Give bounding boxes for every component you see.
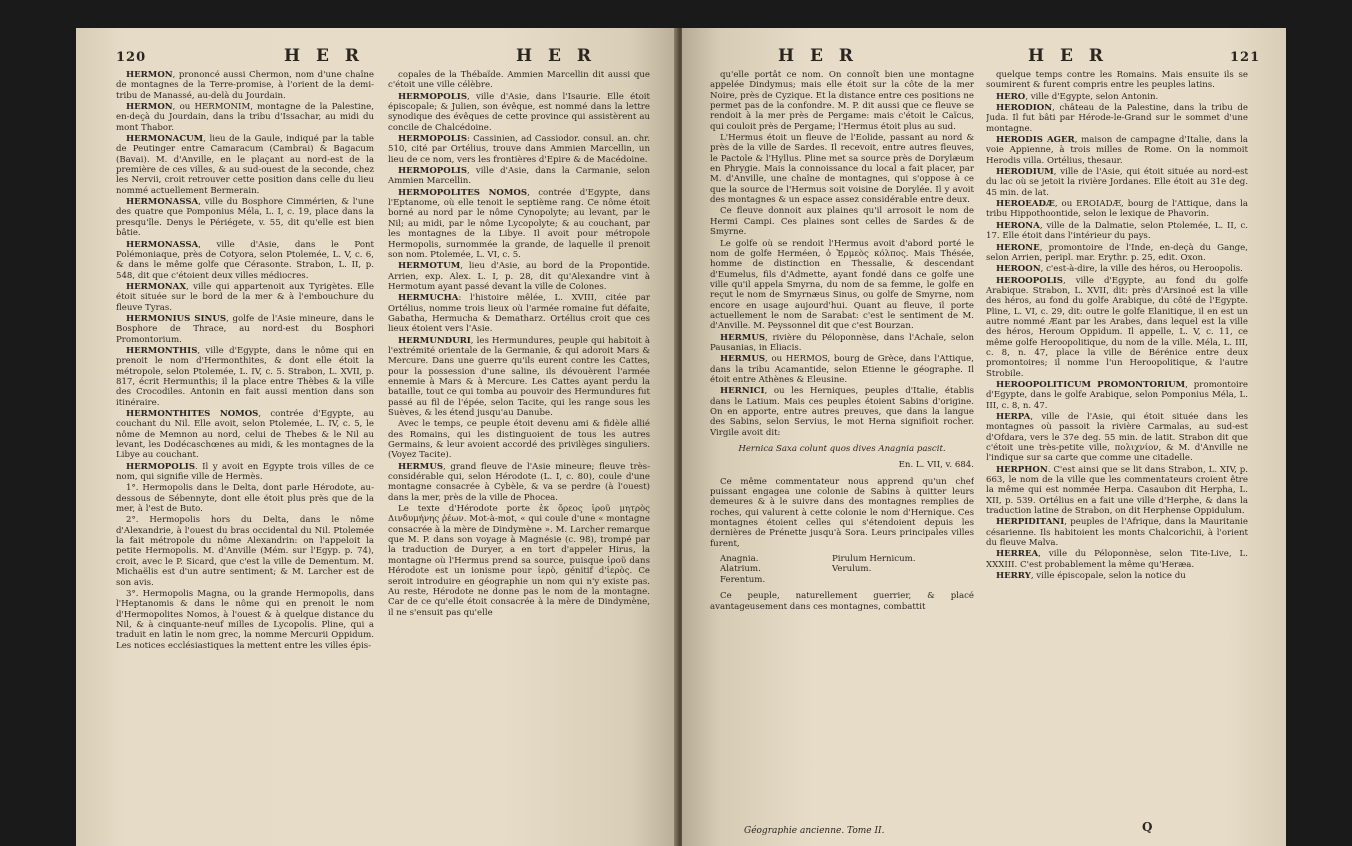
dictionary-entry bbox=[986, 517, 1248, 548]
dictionary-entry bbox=[116, 589, 374, 651]
dictionary-entry bbox=[986, 264, 1248, 274]
entry-headword: HERMONTHIS bbox=[126, 345, 198, 356]
dictionary-entry bbox=[710, 206, 974, 237]
entry-text: Ce même commentateur nous apprend qu'un chef puissant engagea une colonie de Sabins à quitter leurs demeures & à le suivre dans des montagnes remplies de roches, qui valurent à cette colonie le nom d'Hernique. Ces montagnes étoient celles qui s'étendoient depuis les dernières de Prénette jusqu'à Sora. Leurs principales villes furent, bbox=[710, 476, 974, 549]
dictionary-entry bbox=[116, 515, 374, 587]
entry-text: , maison de campagne d'Italie, dans la voie Appienne, à trois milles de Rome. On la nommoit Herodis villa. Ortélius, thesaur. bbox=[986, 135, 1248, 166]
city-name: Ferentum. bbox=[720, 574, 766, 585]
dictionary-entry bbox=[388, 188, 650, 260]
entry-text: , ville de l'Asie, qui étoit située dans les montagnes où passoit la rivière Carmalas, au sud-est d'Ofdara, vers le 37e deg. 55 min. de latit. Strabon dit que c'étoit une très-petite ville, πολιχνίον, & M. d'Anville ne l'indique sur sa carte que comme une citadelle. bbox=[986, 412, 1248, 464]
dictionary-entry bbox=[116, 134, 374, 196]
entry-headword: HERMUCHA bbox=[398, 293, 459, 304]
dictionary-entry bbox=[986, 243, 1248, 264]
entry-text: 3°. Hermopolis Magna, ou la grande Hermopolis, dans l'Heptanomis & dans le nôme qui en prenoit le nom d'Hermopolites Nomos, à l'ouest & à quelque distance du Nil, & à cinquante-neuf milles de Lycopolis. Pline, qui a traduit en latin le nom grec, la nomme Mercurii Oppidum. Les notices ecclésiastiques la mettent entre les villes épis- bbox=[116, 588, 374, 651]
left-column-1 bbox=[116, 70, 374, 846]
dictionary-entry bbox=[116, 409, 374, 461]
entry-text: , ville du Péloponnèse, selon Tite-Live, L. XXXIII. C'est probablement la même qu'Heræa. bbox=[986, 549, 1248, 570]
right-page-number: 121 bbox=[1230, 50, 1261, 65]
entry-text: : l'histoire mêlée, L. XVIII, citée par Ortélius, nomme trois lieux où l'armée romaine fut défaite, Gabatha, Hermucha & Dematharz. Ortélius croit que ces lieux étoient vers l'Asie. bbox=[388, 293, 650, 335]
entry-text: , ville de la Dalmatie, selon Ptolemée, L. II, c. 17. Elle étoit dans l'intérieur du pays. bbox=[986, 220, 1248, 242]
entry-text: , ville d'Asie, dans le Pont Polémoniaque, près de Cotyora, selon Ptolemée, L. V, c. 6, & dans le même golfe que Cérasonte. Strabon, L. II, p. 548, dit que c'étoient deux villes médiocres. bbox=[116, 239, 374, 281]
dictionary-entry bbox=[388, 70, 650, 91]
entry-text: , prononcé aussi Chermon, nom d'une chaîne de montagnes de la Terre-promise, à l'orient de la demi-tribu de Manassé, au-delà du Jourdain. bbox=[116, 70, 374, 101]
entry-headword: HERODIS AGER bbox=[996, 135, 1075, 146]
entry-text: , ville d'Egypte, dans le nôme qui en prenoit le nom d'Hermonthites, & dont elle étoit la métropole, selon Ptolemée, L. IV, c. 5. Strabon, L. XVII, p. 817, écrit Hermunthis; il la place entre Thèbes & la ville des Crocodiles. Antonin en fait aussi mention dans son itinéraire. bbox=[116, 345, 374, 408]
entry-text: 2°. Hermopolis hors du Delta, dans le nôme d'Alexandrie, à l'ouest du bras occidental du Nil. Ptolemée la fait métropole du nôme Alexandrin: on l'appeloit la petite Hermopolis. M. d'Anville (Mém. sur l'Egyp. p. 74), croit, avec le P. Sicard, que c'est la ville de Dementum. M. Michaëlis est d'un autre sentiment; & M. Larcher est de son avis. bbox=[116, 515, 374, 588]
entry-headword: HEROON bbox=[996, 264, 1041, 275]
dictionary-entry bbox=[986, 135, 1248, 166]
entry-text: Avec le temps, ce peuple étoit devenu ami & fidèle allié des Romains, qui les distinguoient de tous les autres Germains, & leur avoient accordé des privilèges singuliers. (Voyez Tacite). bbox=[388, 419, 650, 461]
entry-text: , ville épiscopale, selon la notice du bbox=[1030, 571, 1186, 582]
dictionary-entry bbox=[116, 102, 374, 133]
city-name: Verulum. bbox=[832, 564, 872, 575]
dictionary-entry bbox=[986, 571, 1248, 581]
dictionary-entry bbox=[116, 240, 374, 281]
left-running-head: H E R bbox=[284, 46, 364, 66]
dictionary-entry bbox=[710, 354, 974, 385]
dictionary-entry bbox=[116, 346, 374, 408]
dictionary-entry bbox=[710, 70, 974, 132]
dictionary-entry bbox=[986, 465, 1248, 517]
entry-headword: HERMOPOLIS bbox=[398, 134, 468, 145]
book-spread bbox=[76, 28, 1286, 846]
left-page bbox=[76, 28, 678, 846]
entry-headword: HERNICI bbox=[720, 386, 765, 397]
entry-text: , château de la Palestine, dans la tribu de Juda. Il fut bâti par Hérode-le-Grand sur le sommet d'une montagne. bbox=[986, 103, 1248, 134]
quote-source: En. L. VII, v. 684. bbox=[898, 460, 974, 471]
entry-headword: HERMUNDURI bbox=[398, 335, 471, 346]
entry-headword: HERMONIUS SINUS bbox=[126, 313, 227, 324]
entry-headword: HERMOPOLIS bbox=[398, 166, 468, 177]
entry-headword: HERONA bbox=[996, 220, 1040, 231]
entry-text: qu'elle portât ce nom. On connoît bien une montagne appelée Dindymus; mais elle étoit sur la côte de la mer Noire, près de Cyzique. Et la distance entre ces positions ne permet pas de la confondre. M. P. dit aussi que ce fleuve se rendoit à la mer près de Pergame: mais c'étoit le Caïcus, qui couloit près de Pergame; l'Hermus étoit plus au sud. bbox=[710, 70, 974, 132]
entry-headword: HERMONASSA bbox=[126, 197, 199, 208]
entry-text: , ou les Herniques, peuples d'Italie, établis dans le Latium. Mais ces peuples étoient Sabins d'origine. On en apporte, entre autres preuves, que dans la langue des Sabins, selon Servius, le mot Herna signifioit rocher. Virgile avoit dit: bbox=[710, 386, 974, 438]
entry-headword: HEROOPOLIS bbox=[996, 275, 1064, 286]
entry-headword: HERMUS bbox=[398, 461, 444, 472]
right-running-head-2: H E R bbox=[1028, 46, 1108, 66]
dictionary-entry bbox=[710, 591, 974, 612]
dictionary-entry bbox=[116, 197, 374, 238]
dictionary-entry bbox=[986, 199, 1248, 220]
dictionary-entry bbox=[388, 134, 650, 165]
dictionary-entry bbox=[986, 549, 1248, 570]
entry-text: copales de la Thébaïde. Ammien Marcellin dit aussi que c'étoit une ville célèbre. bbox=[388, 70, 650, 91]
left-page-number: 120 bbox=[116, 50, 147, 65]
dictionary-entry bbox=[710, 133, 974, 205]
entry-text: , ville d'Egypte, selon Antonin. bbox=[1025, 91, 1159, 102]
entry-text: , ville d'Egypte, au fond du golfe Arabique. Strabon, L. XVII, dit: près d'Arsinoé est la ville des héros, au fond du golfe Arabique, du côté de l'Egypte. Pline, L. VI, c. 29, dit: outre le golfe Elanitique, il en est un autre nommé Æant par les Arabes, dans lequel est la ville des héros, Heroum Oppidum. Il appelle, L. V, c. 11, ce même golfe Heroopolitique, du nom de la ville. Méla, L. III, c. 8, n. 47, place la ville de Bérénice entre deux promontoires; il nomme l'un Heroopolitique, & l'autre Strobile. bbox=[986, 275, 1248, 379]
entry-text: , ville d'Asie, dans la Carmanie, selon Ammien Marcellin. bbox=[388, 166, 650, 187]
right-page bbox=[682, 28, 1286, 846]
signature-mark: Q bbox=[1142, 820, 1153, 834]
dictionary-entry bbox=[388, 336, 650, 419]
entry-text: , lieu d'Asie, au bord de la Propontide. Arrien, exp. Alex. L. I, p. 28, dit qu'Alexandre vint à Hermotum ayant passé devant la ville de Colones. bbox=[388, 261, 650, 292]
entry-text: , rivière du Péloponnèse, dans l'Achaïe, selon Pausanias, in Eliacis. bbox=[710, 332, 974, 353]
dictionary-entry bbox=[986, 412, 1248, 464]
entry-text: Le texte d'Hérodote porte ἐκ ὄρεος ἱροῦ μητρὸς Δινδυμήνης ῥέων. Mot-à-mot, « qui coule d'une « montagne consacrée à la mère de Dindymène ». M. Larcher remarque que M. P. dans son voyage à Magnésie (c. 98), trompé par la traduction de Duryer, a en tort d'appeler Hirus, la montagne où l'Hermus prend sa source, puisque ἱροῦ dans Hérodote est un ionisme pour ἱερὸ, génitif d'ἱερὸς. Ce seroit introduire en géographie un nom qui n'y existe pas. Au reste, Hérodote ne donne pas le nom de la montagne. Car de ce qu'elle étoit consacrée à la mère de Dindymène, il ne s'ensuit pas qu'elle bbox=[388, 504, 650, 618]
entry-text: , ou EROIADÆ, bourg de l'Attique, dans la tribu Hippothoontide, selon le lexique de Phavorin. bbox=[986, 199, 1248, 220]
entry-headword: HERMONTHITES NOMOS bbox=[126, 409, 259, 419]
dictionary-entry bbox=[116, 483, 374, 514]
entry-headword: HERREA bbox=[996, 549, 1039, 560]
city-name: Pirulum Hernicum. bbox=[832, 554, 916, 565]
city-name bbox=[832, 575, 944, 585]
entry-text: : Cassinien, ad Cassiodor. consul. an. chr. 510, cité par Ortélius, trouve dans Ammien Marcellin, un lieu de ce nom, vers les frontières d'Epire & de Macédoine. bbox=[388, 134, 650, 165]
entry-text: , golfe de l'Asie mineure, dans le Bosphore de Thrace, au nord-est du Bosphori Promontorium. bbox=[116, 313, 374, 345]
dictionary-entry bbox=[986, 167, 1248, 198]
entry-text: , contrée d'Egypte, dans l'Eptanome, où elle tenoit le septième rang. Ce nôme étoit borné au nord par le nôme Cynopolyte; au levant, par le Nil; au midi, par le nôme Lycopolyte; & au couchant, par les montagnes de la Libye. Il avoit pour métropole Hermopolis, surnommée la grande, de laquelle il prenoit son nom. Ptolemée, L. VI, c. 5. bbox=[388, 187, 650, 260]
entry-text: Le golfe où se rendoit l'Hermus avoit d'abord porté le nom de golfe Herméen, ὁ Ἑρμεὸς κόλπος. Mais Thésée, homme de distinction en Thessalie, & descendant d'Eumelus, fils d'Admette, ayant fondé dans ce golfe une ville qu'il appela Smyrna, du nom de sa femme, le golfe en reçut le nom de Smyrnæus Sinus, ou golfe de Smyrne, nom encore en usage aujourd'hui. Quant au fleuve, il porte actuellement le nom de Sarabat: c'est le sentiment de M. d'Anville. M. Peyssonnel dit que c'est Bourzan. bbox=[710, 238, 974, 332]
entry-text: , grand fleuve de l'Asie mineure; fleuve très-considérable qui, selon Hérodote (L. I, c. 80), coule d'une montagne consacrée à Cybèle, & va se perdre (à l'ouest) dans la mer, près de la ville de Phocea. bbox=[388, 461, 650, 503]
dictionary-entry bbox=[388, 293, 650, 334]
right-column-2 bbox=[986, 70, 1248, 846]
entry-headword: HERRY bbox=[996, 571, 1031, 582]
entry-headword: HERPHON bbox=[996, 464, 1048, 475]
dictionary-entry bbox=[388, 166, 650, 187]
page-footer: Géographie ancienne. Tome II. bbox=[744, 826, 885, 836]
dictionary-entry bbox=[986, 221, 1248, 242]
entry-text: , lieu de la Gaule, indiqué par la table de Peutinger entre Camaracum (Cambrai) & Bagacum (Bavai). M. d'Anville, en le plaçant au nord-est de la première de ces villes, & au sud-ouest de la seconde, chez les Nervii, croit retrouver cette position dans celle du lieu nommé actuellement Bermerain. bbox=[116, 134, 374, 196]
entry-headword: HERMUS bbox=[720, 354, 766, 365]
entry-headword: HERMON bbox=[126, 70, 173, 80]
dictionary-entry bbox=[116, 462, 374, 483]
entry-headword: HERODIUM bbox=[996, 167, 1054, 178]
entry-headword: HERMOTUM bbox=[398, 261, 461, 272]
dictionary-entry bbox=[986, 380, 1248, 411]
entry-headword: HERPA bbox=[996, 412, 1031, 422]
dictionary-entry bbox=[710, 333, 974, 354]
entry-text: , peuples de l'Afrique, dans la Mauritanie césarienne. Ils habitoient les monts Chalcorichii, à l'orient du fleuve Malva. bbox=[986, 517, 1248, 549]
dictionary-entry bbox=[116, 70, 374, 101]
entry-text: , ville de l'Asie, qui étoit située au nord-est du lac où se jetoit la rivière Jordanes. Elle étoit au 31e deg. 45 min. de lat. bbox=[986, 167, 1248, 198]
entry-headword: HERMONACUM bbox=[126, 134, 204, 145]
entry-text: quelque temps contre les Romains. Mais ensuite ils se soumirent & furent compris entre les peuples latins. bbox=[986, 70, 1248, 91]
entry-headword: HERMUS bbox=[720, 332, 766, 343]
entry-headword: HERPIDITANI bbox=[996, 517, 1065, 528]
right-column-1 bbox=[710, 70, 974, 826]
left-column-2 bbox=[388, 70, 650, 846]
dictionary-entry bbox=[388, 261, 650, 292]
city-list bbox=[710, 550, 974, 591]
dictionary-entry bbox=[388, 419, 650, 460]
city-name: Alatrium. bbox=[720, 564, 761, 575]
entry-text: , ou HERMOS, bourg de Grèce, dans l'Attique, dans la tribu Acamantide, selon Etienne le géographe. Il étoit entre Athènes & Eleusine. bbox=[710, 354, 974, 385]
entry-text: , promontoire de l'Inde, en-deçà du Gange, selon Arrien, peripl. mar. Erythr. p. 25, edit. Oxon. bbox=[986, 242, 1248, 263]
dictionary-entry bbox=[710, 239, 974, 332]
entry-text: , ville du Bosphore Cimmérien, & l'une des quatre que Pomponius Méla, L. I, c. 19, place dans la presqu'île. Denys le Périégete, v. 55, dit qu'elle est bien bâtie. bbox=[116, 197, 374, 239]
dictionary-entry bbox=[116, 314, 374, 345]
entry-text: . Il y avoit en Egypte trois villes de ce nom, qui signifie ville de Hermès. bbox=[116, 461, 374, 483]
entry-text: , ville d'Asie, dans l'Isaurie. Elle étoit épiscopale; & Julien, son évêque, est nommé dans la lettre synodique des évêques de cette province qui assistèrent au concile de Chalcédoine. bbox=[388, 91, 650, 133]
dictionary-entry bbox=[116, 282, 374, 313]
entry-headword: HERMONAX bbox=[126, 281, 187, 292]
entry-text: , contrée d'Egypte, au couchant du Nil. Elle avoit, selon Ptolemée, L. IV, c. 5, le nôme de Memnon au nord, celui de Thebes & le Nil au levant, les Dodécaschœnes au midi, & les montagnes de la Libye au couchant. bbox=[116, 409, 374, 461]
dictionary-entry bbox=[986, 92, 1248, 102]
entry-headword: HERMONASSA bbox=[126, 239, 199, 250]
entry-text: 1°. Hermopolis dans le Delta, dont parle Hérodote, au-dessous de Sébennyte, dont elle étoit plus près que de la mer, à l'est de Buto. bbox=[116, 483, 374, 515]
dictionary-entry bbox=[986, 276, 1248, 379]
city-name: Anagnia. bbox=[720, 554, 759, 565]
entry-headword: HEROEADÆ bbox=[996, 199, 1055, 210]
entry-text: , ville qui appartenoit aux Tyrigètes. Elle étoit située sur le bord de la mer & à l'embouchure du fleuve Tyras. bbox=[116, 281, 374, 313]
entry-headword: HERONE bbox=[996, 242, 1040, 253]
right-running-head: H E R bbox=[778, 46, 858, 66]
entry-text: , les Hermundures, peuple qui habitoit à l'extrémité orientale de la Germanie, & qui adoroit Mars & Mercure. Dans une guerre qu'ils eurent contre les Cattes, pour la possession d'une saline, ils dévouèrent l'armée ennemie à Mars & à Mercure. Les Cattes ayant perdu la bataille, tout ce qui tomba au pouvoir des Hermundures fut passé au fil de l'épée, selon Tacite, qui les range sous les Suèves, & les étend jusqu'au Danube. bbox=[388, 335, 650, 418]
left-running-head-2: H E R bbox=[516, 46, 596, 66]
entry-text: . C'est ainsi que se lit dans Strabon, L. XIV, p. 663, le nom de la ville que les commentateurs croient être la même qui est nommée Herpa. Casaubon dit Herpha, L. XII, p. 539. Ortélius en a fait une ville d'Herphe, & dans la traduction latine de Strabon, on dit Herphense Oppidulum. bbox=[986, 464, 1248, 517]
entry-text: L'Hermus étoit un fleuve de l'Eolide, passant au nord & près de la ville de Sardes. Il recevoit, entre autres fleuves, le Pactole & l'Hyllus. Pline met sa source près de Dorylæum en Phrygie. Mais la connoissance du local a fait placer, par M. d'Anville, une chaîne de montagnes, qui s'oppose à ce que la source de l'Hermus soit voisine de Dorylée. Il y avoit des montagnes & un espace assez considérable entre deux. bbox=[710, 133, 974, 206]
dictionary-entry bbox=[388, 504, 650, 618]
entry-headword: HERODION bbox=[996, 103, 1053, 114]
entry-headword: HERMOPOLITES NOMOS bbox=[398, 187, 528, 198]
entry-text: , promontoire d'Egypte, dans le golfe Arabique, selon Pomponius Méla, L. III, c. 8, n. 47. bbox=[986, 379, 1248, 411]
dictionary-entry bbox=[710, 386, 974, 438]
entry-text: Ce peuple, naturellement guerrier, & placé avantageusement dans ces montagnes, combattit bbox=[710, 591, 974, 612]
entry-text: Ce fleuve donnoit aux plaines qu'il arrosoit le nom de Hermi Campi. Ces plaines sont celles de Sardes & de Smyrne. bbox=[710, 206, 974, 238]
entry-headword: HEROOPOLITICUM PROMONTORIUM bbox=[996, 379, 1186, 390]
dictionary-entry bbox=[710, 477, 974, 549]
dictionary-entry bbox=[986, 103, 1248, 134]
verse-quote: Hernica Saxa colunt quos dives Anagnia pascit. bbox=[738, 444, 946, 455]
entry-headword: HERMON bbox=[126, 102, 173, 113]
entry-headword: HERMOPOLIS bbox=[126, 461, 196, 472]
entry-headword: HERO bbox=[996, 91, 1026, 102]
dictionary-entry bbox=[388, 92, 650, 133]
entry-text: , ou HERMONIM, montagne de la Palestine, en-deçà du Jourdain, dans la tribu d'Issachar, au midi du mont Thabor. bbox=[116, 102, 374, 133]
entry-text: , c'est-à-dire, la ville des héros, ou Heroopolis. bbox=[1040, 264, 1243, 275]
dictionary-entry bbox=[986, 70, 1248, 91]
dictionary-entry bbox=[388, 462, 650, 503]
entry-headword: HERMOPOLIS bbox=[398, 91, 468, 102]
